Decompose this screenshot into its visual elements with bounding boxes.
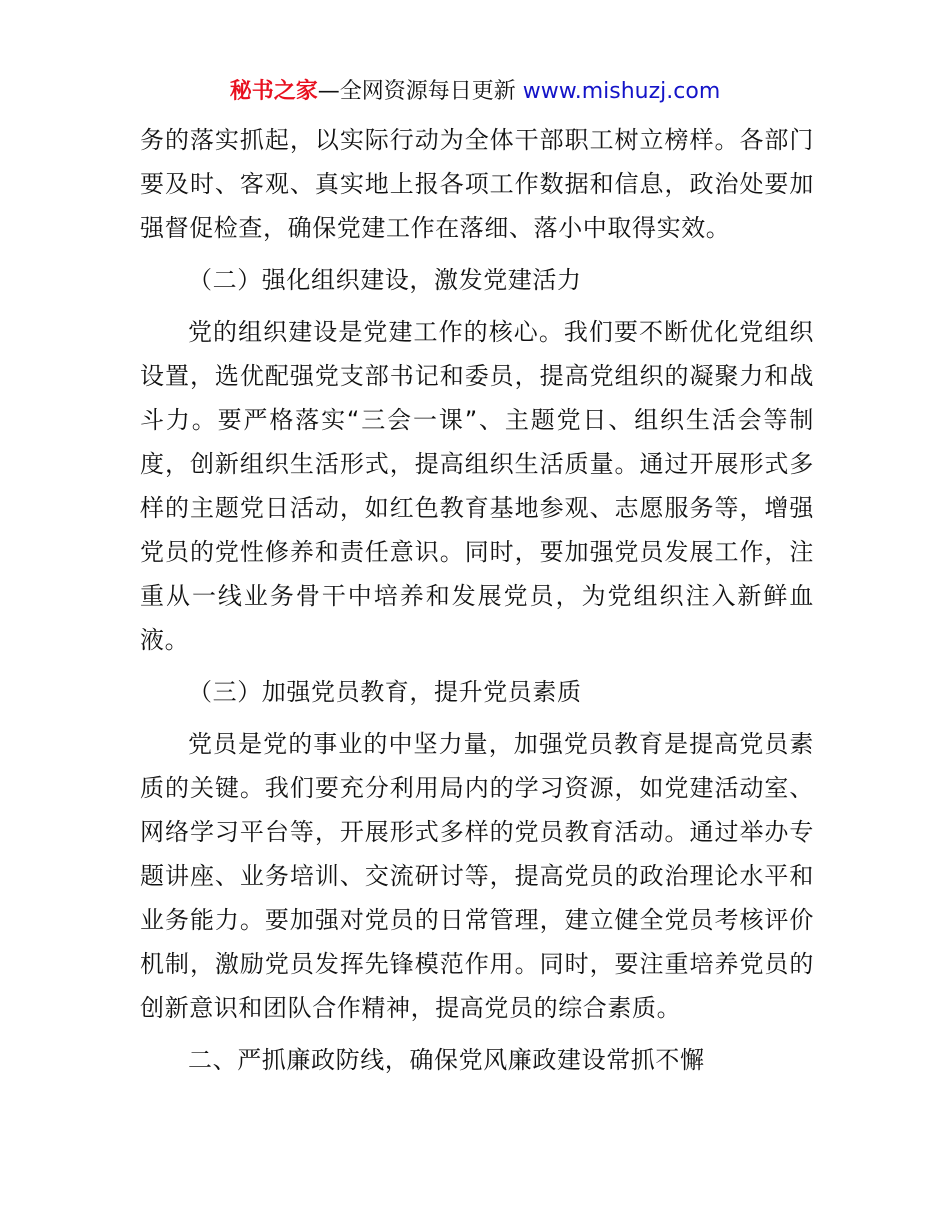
section-heading-3: （三）加强党员教育，提升党员素质: [188, 678, 582, 706]
site-brand: 秘书之家: [229, 79, 318, 104]
paragraph-organization: 党的组织建设是党建工作的核心。我们要不断优化党组织设置，选优配强党支部书记和委员，提高党组织的凝聚力和战斗力。要严格落实“三会一课”、主题党日、组织生活会等制度，创新组织生活形式，提高组织生活质量。通过开展形式多样的主题党日活动，如红色教育基地参观、志愿服务等，增强党员的党性修养和责任意识。同时，要加强党员发展工作，注重从一线业务骨干中培养和发展党员，为党组织注入新鲜血液。: [140, 318, 814, 654]
site-tagline: —全网资源每日更新: [317, 79, 516, 104]
site-url-link[interactable]: www.mishuzj.com: [522, 79, 721, 104]
paragraph-continued: 务的落实抓起，以实际行动为全体干部职工树立榜样。各部门要及时、客观、真实地上报各项工作数据和信息，政治处要加强督促检查，确保党建工作在落细、落小中取得实效。: [140, 126, 814, 242]
chapter-heading-2: 二、严抓廉政防线，确保党风廉政建设常抓不懈: [188, 1046, 705, 1074]
site-header: [0, 77, 950, 107]
paragraph-education: 党员是党的事业的中坚力量，加强党员教育是提高党员素质的关键。我们要充分利用局内的学习资源，如党建活动室、网络学习平台等，开展形式多样的党员教育活动。通过举办专题讲座、业务培训、交流研讨等，提高党员的政治理论水平和业务能力。要加强对党员的日常管理，建立健全党员考核评价机制，激励党员发挥先锋模范作用。同时，要注重培养党员的创新意识和团队合作精神，提高党员的综合素质。: [140, 730, 814, 1022]
section-heading-2: （二）强化组织建设，激发党建活力: [188, 266, 582, 294]
document-body: [140, 118, 814, 1082]
